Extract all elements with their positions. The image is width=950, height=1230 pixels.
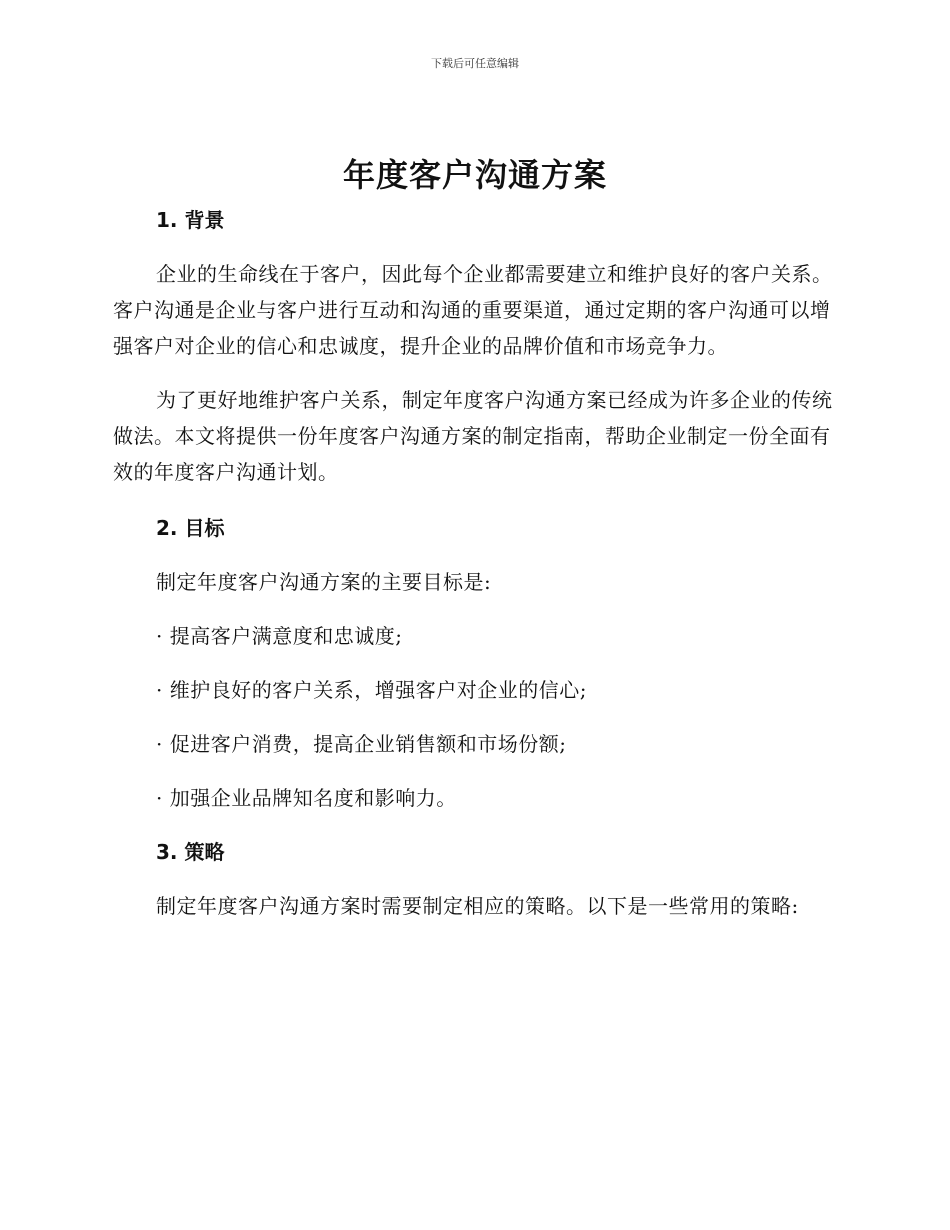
section-heading-goals: 2. 目标 <box>156 516 225 540</box>
page-header-note: 下载后可任意编辑 <box>431 57 519 70</box>
document-body <box>113 202 833 924</box>
goal-list-item: · 提高客户满意度和忠诚度; <box>156 624 403 648</box>
background-paragraph: 为了更好地维护客户关系，制定年度客户沟通方案已经成为许多企业的传统做法。本文将提供一份年度客户沟通方案的制定指南，帮助企业制定一份全面有效的年度客户沟通计划。 <box>113 388 833 484</box>
background-paragraph: 企业的生命线在于客户，因此每个企业都需要建立和维护良好的客户关系。客户沟通是企业与客户进行互动和沟通的重要渠道，通过定期的客户沟通可以增强客户对企业的信心和忠诚度，提升企业的品牌价值和市场竞争力。 <box>113 262 833 358</box>
document-title: 年度客户沟通方案 <box>342 156 607 194</box>
section-heading-strategy: 3. 策略 <box>156 840 225 864</box>
goal-list-item: · 维护良好的客户关系，增强客户对企业的信心; <box>156 678 587 702</box>
goal-list-item: · 促进客户消费，提高企业销售额和市场份额; <box>156 732 567 756</box>
goal-list-item: · 加强企业品牌知名度和影响力。 <box>156 786 457 810</box>
section-heading-background: 1. 背景 <box>156 208 225 232</box>
strategy-paragraph: 制定年度客户沟通方案时需要制定相应的策略。以下是一些常用的策略: <box>156 894 799 918</box>
goals-intro: 制定年度客户沟通方案的主要目标是: <box>156 570 492 594</box>
